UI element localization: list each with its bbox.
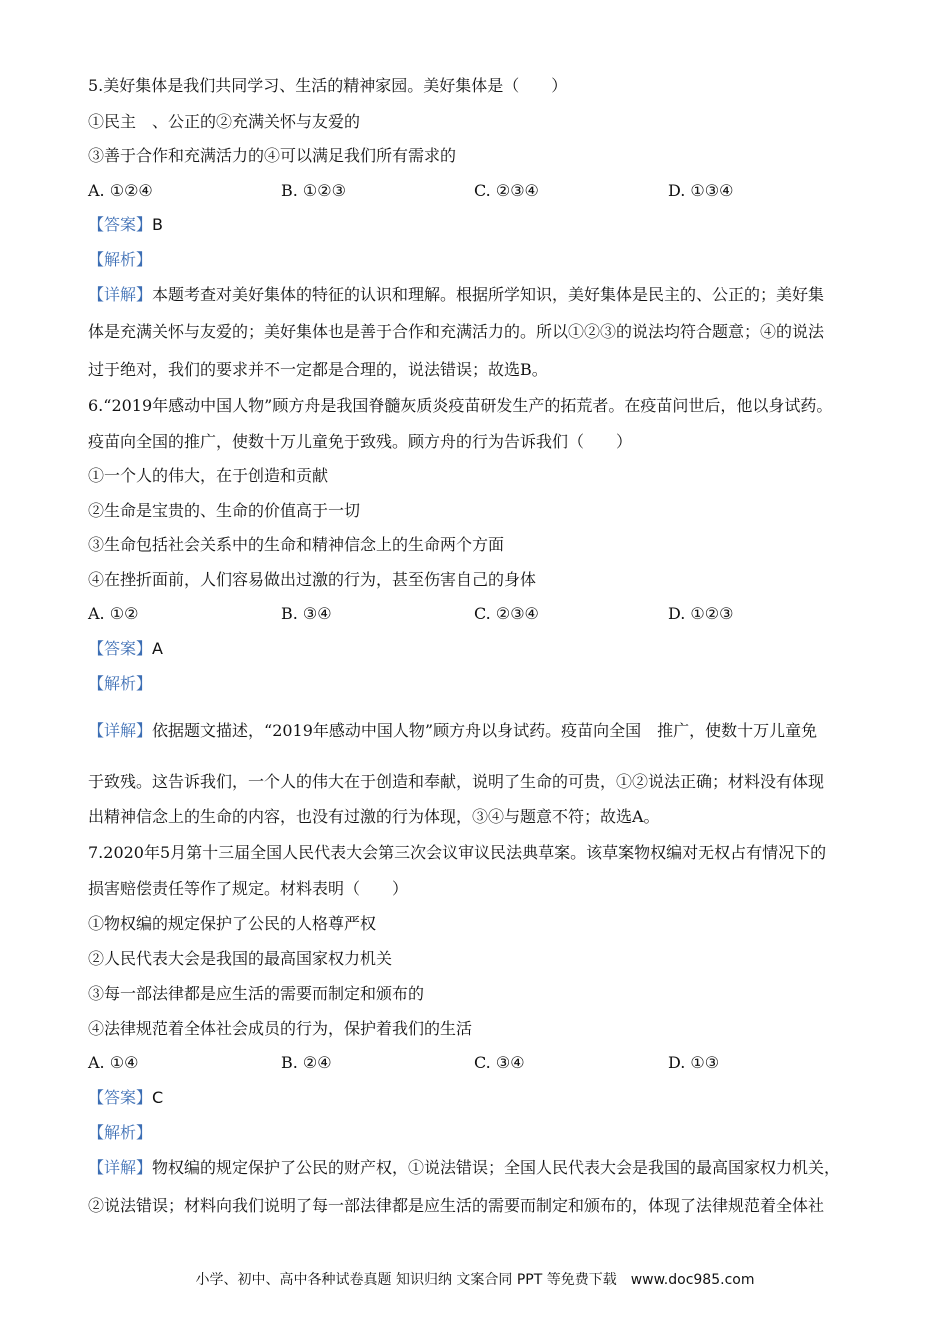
q7-stem-line-1: 7.2020年5月第十三届全国人民代表大会第三次会议审议民法典草案。该草案物权编对无权占有情况下的 [88, 843, 827, 862]
q5-option-d: D. ①③④ [668, 181, 734, 200]
answer-label: 【答案】 [88, 215, 153, 234]
q6-answer [88, 639, 163, 659]
q5-option-c: C. ②③④ [474, 181, 539, 200]
detail-label: 【详解】 [88, 285, 153, 304]
q7-item-4: ④法律规范着全体社会成员的行为，保护着我们的生活 [88, 1019, 473, 1038]
q5-detail-text: 本题考查对美好集体的特征的认识和理解。根据所学知识，美好集体是民主的、公正的；美好集 [152, 285, 825, 304]
q5-detail-line-1 [88, 285, 824, 305]
q6-answer-value: A [152, 639, 163, 658]
q7-options [88, 1053, 868, 1073]
q5-answer-value: B [152, 215, 163, 234]
q7-option-c: C. ③④ [474, 1053, 525, 1072]
q6-stem-line-2: 疫苗向全国的推广，使数十万儿童免于致残。顾方舟的行为告诉我们（ ） [88, 432, 633, 451]
q5-stem: 5.美好集体是我们共同学习、生活的精神家园。美好集体是（ ） [88, 76, 568, 95]
q7-detail-line-2: ②说法错误；材料向我们说明了每一部法律都是应生活的需要而制定和颁布的，体现了法律规范着全体社 [88, 1196, 825, 1215]
q6-detail-line-3: 出精神信念上的生命的内容，也没有过激的行为体现，③④与题意不符；故选A。 [88, 807, 660, 826]
q6-option-d: D. ①②③ [668, 604, 734, 623]
q6-option-b: B. ③④ [281, 604, 332, 623]
q5-detail-line-3: 过于绝对，我们的要求并不一定都是合理的，说法错误；故选B。 [88, 360, 548, 379]
q7-option-b: B. ②④ [281, 1053, 332, 1072]
q5-statement-2: ③善于合作和充满活力的④可以满足我们所有需求的 [88, 146, 457, 165]
q6-item-2: ②生命是宝贵的、生命的价值高于一切 [88, 501, 361, 520]
q5-option-a: A. ①②④ [88, 181, 153, 200]
q6-item-3: ③生命包括社会关系中的生命和精神信念上的生命两个方面 [88, 535, 505, 554]
q6-item-4: ④在挫折面前，人们容易做出过激的行为，甚至伤害自己的身体 [88, 570, 537, 589]
q6-detail-text: 依据题文描述，“2019年感动中国人物”顾方舟以身试药。疫苗向全国 推广，使数十万儿童免 [152, 721, 818, 740]
q7-item-1: ①物权编的规定保护了公民的人格尊严权 [88, 914, 377, 933]
q6-analysis-label: 【解析】 [88, 674, 153, 693]
q7-detail-line-1 [88, 1158, 840, 1178]
q7-option-a: A. ①④ [88, 1053, 139, 1072]
q6-stem-line-1: 6.“2019年感动中国人物”顾方舟是我国脊髓灰质炎疫苗研发生产的拓荒者。在疫苗问世后，他以身试药。 [88, 396, 833, 415]
detail-label: 【详解】 [88, 1158, 153, 1177]
q5-option-b: B. ①②③ [281, 181, 346, 200]
q7-item-2: ②人民代表大会是我国的最高国家权力机关 [88, 949, 393, 968]
q7-answer [88, 1088, 163, 1108]
q7-answer-value: C [152, 1088, 164, 1107]
q6-options [88, 604, 868, 624]
q7-item-3: ③每一部法律都是应生活的需要而制定和颁布的 [88, 984, 425, 1003]
q5-statement-1: ①民主 、公正的②充满关怀与友爱的 [88, 112, 361, 131]
q6-detail-line-2: 于致残。这告诉我们，一个人的伟大在于创造和奉献，说明了生命的可贵，①②说法正确；材料没有体现 [88, 772, 825, 791]
q5-answer [88, 215, 163, 235]
page-footer: 小学、初中、高中各种试卷真题 知识归纳 文案合同 PPT 等免费下载 www.doc985.com [195, 1272, 755, 1288]
answer-label: 【答案】 [88, 639, 153, 658]
answer-label: 【答案】 [88, 1088, 153, 1107]
q5-options [88, 181, 868, 201]
q6-option-c: C. ②③④ [474, 604, 539, 623]
q7-detail-text: 物权编的规定保护了公民的财产权，①说法错误；全国人民代表大会是我国的最高国家权力机关， [152, 1158, 841, 1177]
q5-detail-line-2: 体是充满关怀与友爱的；美好集体也是善于合作和充满活力的。所以①②③的说法均符合题意；④的说法 [88, 322, 825, 341]
q6-detail-line-1 [88, 721, 817, 741]
q7-option-d: D. ①③ [668, 1053, 720, 1072]
detail-label: 【详解】 [88, 721, 153, 740]
q5-analysis-label: 【解析】 [88, 250, 153, 269]
q6-item-1: ①一个人的伟大，在于创造和贡献 [88, 466, 329, 485]
q7-stem-line-2: 损害赔偿责任等作了规定。材料表明（ ） [88, 879, 409, 898]
q7-analysis-label: 【解析】 [88, 1123, 153, 1142]
q6-option-a: A. ①② [88, 604, 139, 623]
